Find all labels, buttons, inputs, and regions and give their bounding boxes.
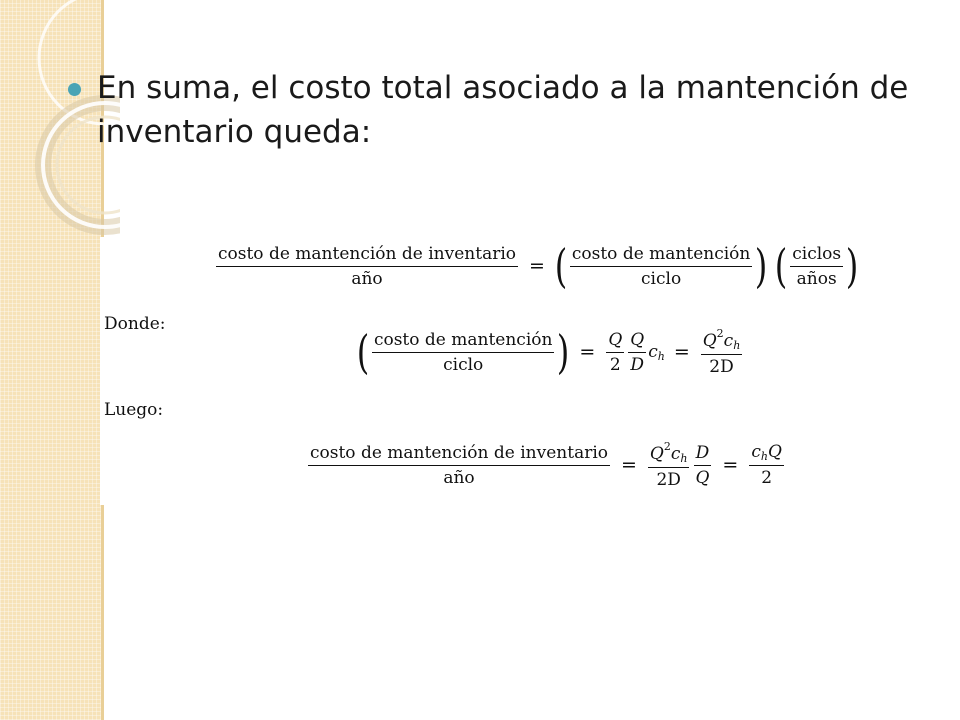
paren-open: ( [554,239,568,293]
eq1-lhs-fraction [216,244,518,289]
eq2-ch [648,342,665,363]
symbol-d: D [694,443,712,466]
eq2-lhs-fraction [372,330,554,375]
symbol-q: Q [767,442,782,462]
superscript-2: 2 [663,440,671,453]
symbol-q: Q [628,330,646,353]
eq2-q-over-2 [606,330,624,375]
subscript-h: h [733,339,741,352]
label-donde: Donde: [104,314,166,334]
subscript-h: h [657,349,665,363]
symbol-2d: 2D [656,470,681,490]
symbol-q: Q [606,330,624,353]
paren-open: ( [775,239,788,293]
eq3-result-numerator [749,442,784,466]
symbol-q: Q [649,444,664,464]
equation-1 [214,239,859,293]
eq1-equals: = [529,255,545,277]
number-2: 2 [609,354,621,375]
eq3-lhs-denominator: año [443,467,475,488]
paren-open: ( [356,325,370,379]
subscript-h: h [680,452,688,465]
symbol-c: c [648,341,658,362]
symbol-2d: 2D [709,357,734,377]
equation-3 [306,440,786,490]
paren-close: ) [557,325,570,379]
eq1-factor-2-denominator: años [796,268,837,289]
symbol-q: Q [702,331,717,351]
eq1-factor-1 [570,244,752,289]
label-luego: Luego: [104,400,164,420]
eq3-equals-2: = [722,454,739,476]
eq3-lhs-numerator: costo de mantención de inventario [308,443,610,466]
eq2-result-denominator [707,355,735,377]
eq1-factor-1-denominator: ciclo [641,268,682,289]
symbol-c: c [751,442,761,462]
number-2: 2 [761,468,773,488]
eq3-term-numerator [648,440,690,468]
eq2-lhs-denominator: ciclo [443,354,484,375]
eq2-equals-2: = [673,341,690,363]
eq1-factor-2-numerator: ciclos [790,244,843,267]
paren-close: ) [845,239,859,293]
eq3-result-fraction [749,442,784,488]
eq1-lhs-numerator: costo de mantención de inventario [216,244,518,267]
eq2-lhs-numerator: costo de mantención [372,330,554,353]
eq3-d-over-q [693,443,711,488]
eq1-factor-1-numerator: costo de mantención [570,244,752,267]
bullet-text: En suma, el costo total asociado a la mantención de inventario queda: [97,70,909,150]
bullet-marker [68,83,81,96]
eq2-result-numerator [701,327,743,355]
paren-close: ) [755,239,768,293]
equations-image [100,237,920,505]
eq2-q-over-d [628,330,646,375]
eq3-q2ch-over-2d [648,440,690,490]
eq1-lhs-denominator: año [351,268,383,289]
symbol-q: Q [695,467,710,488]
eq3-equals-1: = [621,454,637,476]
symbol-d: D [630,354,645,375]
eq2-equals-1: = [579,341,596,363]
symbol-c: c [723,331,734,351]
subscript-h: h [760,450,768,463]
eq3-term-denominator [654,468,682,490]
eq1-factor-2 [790,244,843,289]
eq3-lhs-fraction [308,443,610,488]
equation-2 [356,327,744,377]
eq2-result-fraction [701,327,743,377]
symbol-c: c [670,444,681,464]
superscript-2: 2 [716,327,724,340]
